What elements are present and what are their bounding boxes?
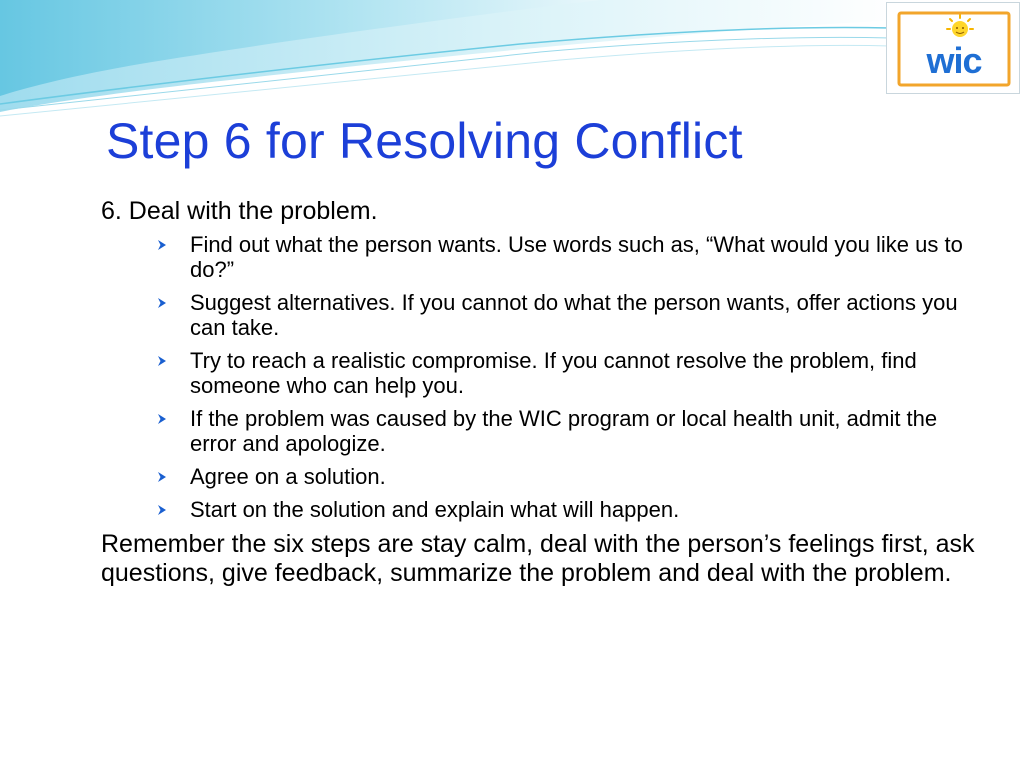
bullet-text: Suggest alternatives. If you cannot do what the person wants, offer actions you can take. — [190, 290, 958, 340]
slide-body — [101, 196, 981, 588]
slide-title: Step 6 for Resolving Conflict — [106, 113, 743, 169]
intro-text: 6. Deal with the problem. — [101, 197, 378, 225]
summary-text: Remember the six steps are stay calm, deal with the person’s feelings first, ask questions, give feedback, summarize the problem and deal with the problem. — [101, 530, 975, 587]
list-item — [152, 406, 980, 456]
arrow-bullet-icon — [156, 297, 168, 309]
wic-logo — [886, 2, 1020, 94]
list-item — [152, 232, 980, 282]
bullet-text: Agree on a solution. — [190, 464, 386, 489]
wic-logo-text: WIC — [926, 40, 982, 81]
arrow-bullet-icon — [156, 413, 168, 425]
bullet-text: Try to reach a realistic compromise. If you cannot resolve the problem, find someone who can help you. — [190, 348, 917, 398]
arrow-bullet-icon — [156, 471, 168, 483]
bullet-text: Find out what the person wants. Use words such as, “What would you like us to do?” — [190, 232, 963, 282]
arrow-bullet-icon — [156, 239, 168, 251]
bullet-text: Start on the solution and explain what will happen. — [190, 497, 680, 522]
list-item — [152, 348, 980, 398]
list-item — [152, 290, 980, 340]
list-item — [152, 464, 980, 489]
arrow-bullet-icon — [156, 504, 168, 516]
arrow-bullet-icon — [156, 355, 168, 367]
bullet-text: If the problem was caused by the WIC program or local health unit, admit the error and apologize. — [190, 406, 938, 456]
bullet-list — [101, 232, 981, 522]
list-item — [152, 497, 980, 522]
